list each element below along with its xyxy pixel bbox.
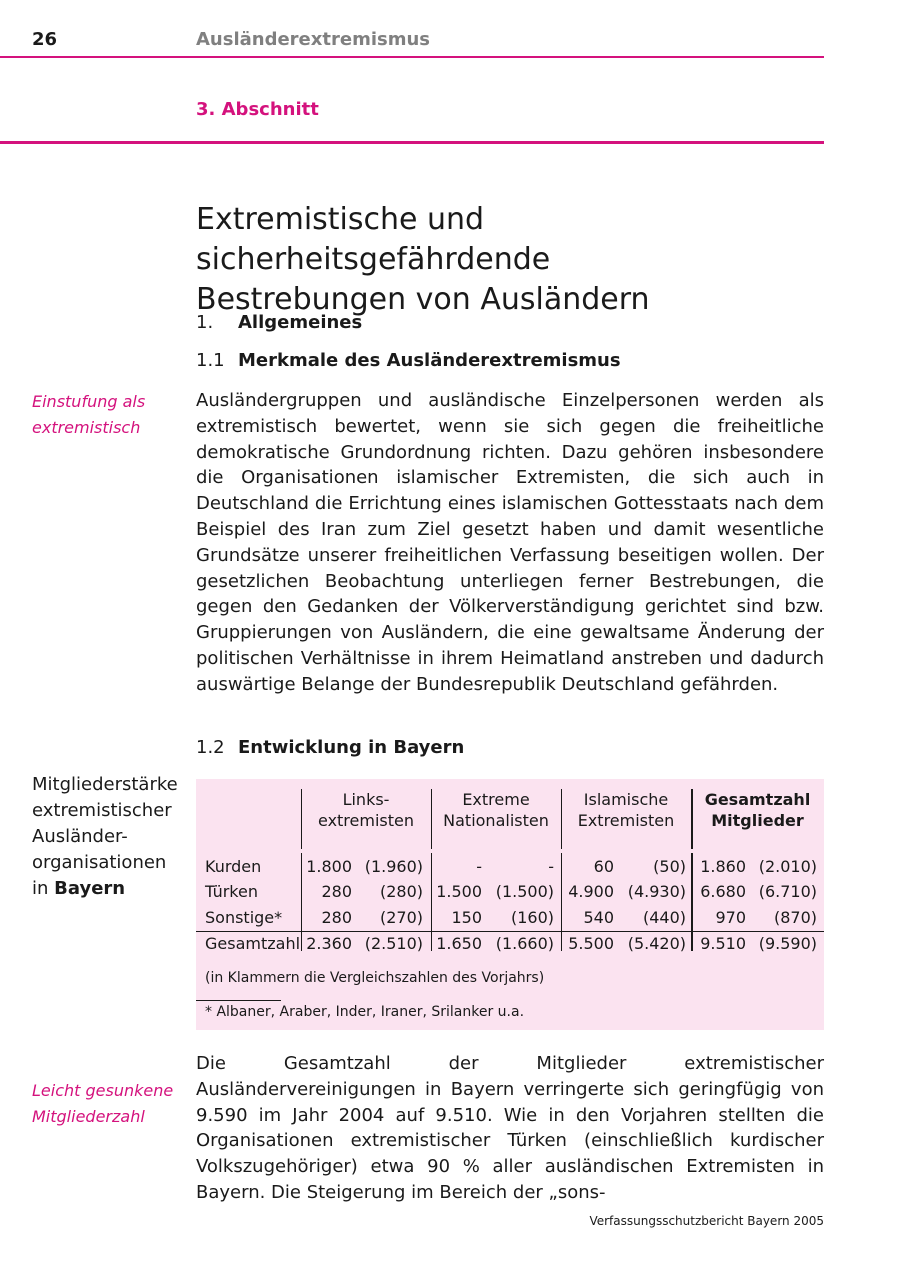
margin-note-line: Mitgliederstärke (32, 774, 178, 795)
column-header-nationalisten: Extreme Nationalisten (443, 790, 549, 830)
membership-table (196, 779, 824, 1030)
table-cell: 540 (583, 908, 614, 927)
table-cell: (4.930) (627, 882, 686, 901)
column-header-islamische: Islamische Extremisten (577, 790, 675, 830)
table-cell: 970 (715, 908, 746, 927)
table-cell: 4.900 (568, 882, 614, 901)
table-cell: (50) (653, 857, 686, 876)
table-cell: (6.710) (758, 882, 817, 901)
margin-note-line: Ausländer- (32, 826, 128, 847)
margin-note-line: in Bayern (32, 878, 126, 899)
header-rule (0, 56, 824, 58)
heading-number: 1.2 (196, 737, 225, 758)
heading-number: 1.1 (196, 350, 225, 371)
table-cell: (2.010) (758, 857, 817, 876)
heading-entwicklung (196, 737, 464, 758)
heading-number: 1. (196, 312, 214, 333)
margin-note-einstufung (32, 389, 182, 441)
table-row-label: Sonstige* (205, 908, 283, 927)
table-divider (301, 853, 302, 951)
table-cell: (1.660) (495, 934, 554, 953)
table-cell: - (476, 857, 482, 876)
margin-note-mitgliederstaerke (32, 772, 192, 902)
table-cell: (1.960) (364, 857, 423, 876)
heading-allgemeines (196, 312, 362, 333)
margin-note-line: organisationen (32, 852, 167, 873)
table-cell: (9.590) (758, 934, 817, 953)
table-cell: (870) (773, 908, 817, 927)
margin-note-line: extremistischer (32, 800, 172, 821)
table-cell: 1.860 (700, 857, 746, 876)
table-cell: (440) (642, 908, 686, 927)
table-cell: 5.500 (568, 934, 614, 953)
table-cell: (280) (379, 882, 423, 901)
table-cell: 9.510 (700, 934, 746, 953)
heading-merkmale (196, 350, 621, 371)
paragraph-gesamtzahl: Die Gesamtzahl der Mitglieder extremistischer Ausländervereinigungen in Bayern verringerte sich geringfügig von 9.590 im Jahr 2004 auf 9.510. Wie in den Vorjahren stellten die Organisationen extremistischer Türken (einschließlich kurdischer Volkszugehöriger) etwa 90 % aller ausländischen Extremisten in Bayern. Die Steigerung im Bereich der „sons- (196, 1053, 824, 1203)
table-cell: (5.420) (627, 934, 686, 953)
margin-note-mitgliederzahl (32, 1078, 182, 1130)
paragraph-merkmale: Ausländergruppen und ausländische Einzelpersonen werden als extremistisch bewertet, wenn sie sich gegen die freiheitliche demokratische Grundordnung richten. Dazu gehören insbesondere die Organisationen islamischer Extremisten, die sich auch in Deutschland die Errichtung eines islamischen Gottesstaats nach dem Beispiel des Iran zum Ziel gesetzt haben und damit wesentliche Grundsätze unserer freiheitlichen Verfassung beseitigen wollen. Der gesetzlichen Beobachtung unterliegen ferner Bestrebungen, die gegen den Gedanken der Völkerverständigung gerichtet sind bzw. Gruppierungen von Ausländern, die eine gewaltsame Änderung der politischen Verhältnisse in ihrem Heimatland anstreben und dadurch auswärtige Belange der Bundesrepublik Deutschland gefährden. (196, 390, 824, 695)
column-header-gesamtzahl: Gesamtzahl Mitglieder (704, 790, 811, 830)
page-title-line: Bestrebungen von Ausländern (196, 282, 650, 317)
column-header-links: Links- extremisten (318, 790, 414, 830)
section-label: 3. Abschnitt (196, 99, 319, 120)
page-number: 26 (32, 29, 58, 50)
table-cell: 280 (321, 908, 352, 927)
margin-note-line: Mitgliederzahl (32, 1107, 145, 1126)
footnote-rule (196, 1000, 281, 1001)
table-divider (691, 853, 693, 951)
table-cell: (160) (510, 908, 554, 927)
section-rule (0, 141, 824, 144)
page-footer: Verfassungsschutzbericht Bayern 2005 (589, 1214, 824, 1228)
running-title: Ausländerextremismus (196, 29, 430, 50)
table-cell: 2.360 (306, 934, 352, 953)
table-divider (431, 853, 432, 951)
table-cell: 6.680 (700, 882, 746, 901)
table-cell: (270) (379, 908, 423, 927)
table-cell: 1.500 (436, 882, 482, 901)
table-total-rule (196, 931, 824, 932)
table-cell: 1.650 (436, 934, 482, 953)
table-row-label: Kurden (205, 857, 262, 876)
table-cell: (1.500) (495, 882, 554, 901)
table-footnote: * Albaner, Araber, Inder, Iraner, Srilanker u.a. (205, 1004, 525, 1020)
heading-text: Entwicklung in Bayern (238, 737, 465, 758)
page-title (196, 200, 836, 320)
table-cell: 1.800 (306, 857, 352, 876)
table-cell: 150 (451, 908, 482, 927)
heading-text: Allgemeines (238, 312, 363, 333)
table-divider (561, 853, 562, 951)
margin-note-line: Einstufung als (32, 392, 146, 411)
margin-note-line: extremistisch (32, 418, 141, 437)
table-note: (in Klammern die Vergleichszahlen des Vorjahrs) (205, 970, 545, 986)
margin-note-line: Leicht gesunkene (32, 1081, 174, 1100)
table-cell: 60 (593, 857, 614, 876)
table-cell: (2.510) (364, 934, 423, 953)
heading-text: Merkmale des Ausländerextremismus (238, 350, 621, 371)
page-title-line: Extremistische und sicherheitsgefährdende (196, 202, 551, 277)
table-row-label: Türken (205, 882, 258, 901)
table-cell: - (548, 857, 554, 876)
table-row-label: Gesamtzahl (205, 934, 301, 953)
table-cell: 280 (321, 882, 352, 901)
